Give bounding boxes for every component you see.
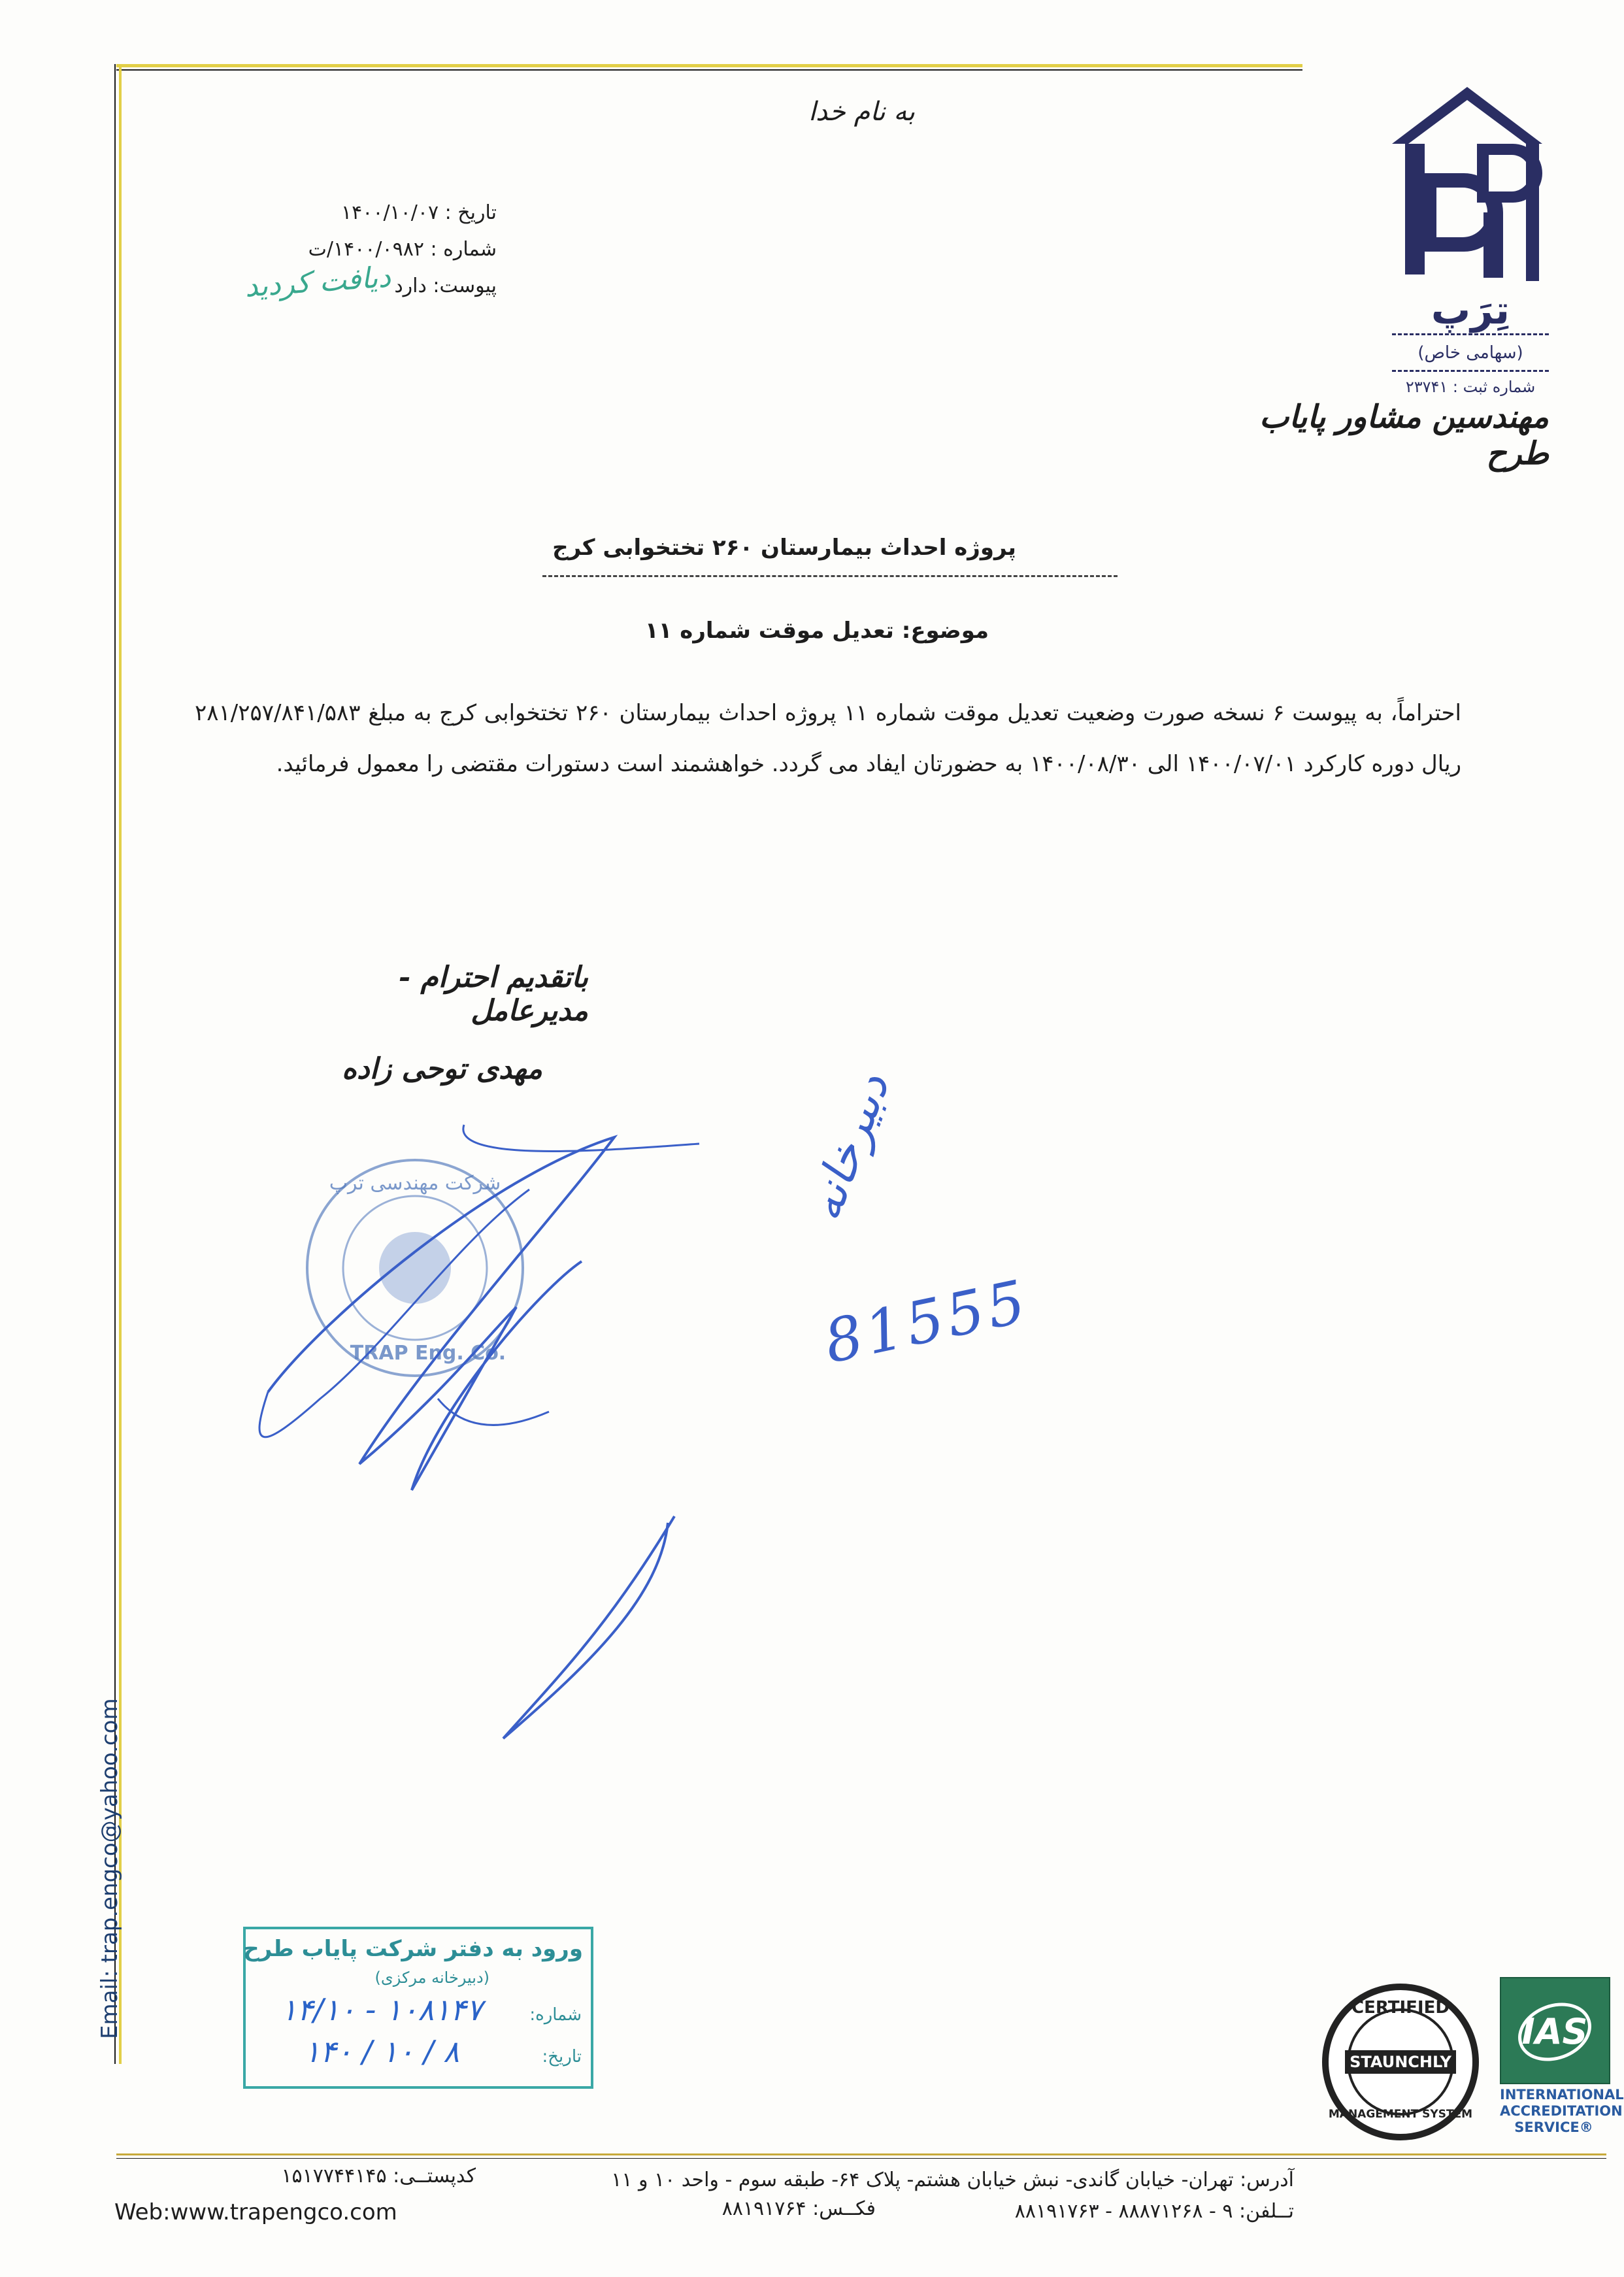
logo-company-type: (سهامی خاص) bbox=[1417, 343, 1523, 363]
logo-divider-2 bbox=[1392, 370, 1549, 372]
attachment-line: پیوست: دارد bbox=[394, 274, 497, 297]
stamp-title: ورود به دفتر شرکت پایاب طرح bbox=[243, 1936, 583, 1962]
company-name: مهندسین مشاور پایاب طرح bbox=[1259, 399, 1549, 472]
referral-number: 81555 bbox=[818, 1267, 1035, 1377]
stamp-subtitle: (دبیرخانه مرکزی) bbox=[374, 1969, 489, 1987]
seal-text: شرکت مهندسی ترپ bbox=[329, 1172, 501, 1195]
trap-logo-icon bbox=[1385, 82, 1549, 297]
incoming-stamp bbox=[243, 1927, 593, 2089]
stamp-number-label: شماره: bbox=[529, 2005, 582, 2025]
ias-logo-icon bbox=[1500, 1977, 1610, 2084]
title-divider bbox=[542, 575, 1118, 577]
footer-website[interactable]: Web:www.trapengco.com bbox=[114, 2199, 397, 2225]
handwritten-referral bbox=[771, 1066, 1035, 1484]
letter-body: احتراماً، به پیوست ۶ نسخه صورت وضعیت تعدیل موقت شماره ۱۱ پروژه احداث بیمارستان ۲۶۰ تختخوابی کرج به مبلغ ۲۸۱/۲۵۷/۸۴۱/۵۸۳ ریال دوره کارکرد ۱۴۰۰/۰۷/۰۱ الی ۱۴۰۰/۰۸/۳۰ به حضورتان ایفاد می گردد. خواهشمند است دستورات مقتضی را معمول فرمائید. bbox=[195, 700, 1461, 777]
logo-registration: شماره ثبت : ۲۳۷۴۱ bbox=[1405, 378, 1536, 396]
ias-line-1: INTERNATIONAL bbox=[1500, 2087, 1624, 2102]
basmala: به نام خدا bbox=[808, 97, 915, 127]
ias-caption bbox=[1500, 2087, 1624, 2136]
logo-brand: تِرَپ bbox=[1431, 288, 1510, 333]
handwritten-received-note: دیافت کردید bbox=[243, 260, 392, 304]
signer-name: مهدی توحی زاده bbox=[342, 1052, 542, 1086]
side-email[interactable]: Email: trap.engco@yahoo.com bbox=[97, 1698, 123, 2039]
letter-subject: موضوع: تعدیل موقت شماره ۱۱ bbox=[644, 618, 989, 644]
project-title: پروژه احداث بیمارستان ۲۶۰ تختخوابی کرج bbox=[552, 535, 1016, 561]
date-line: تاریخ : ۱۴۰۰/۱۰/۰۷ bbox=[341, 201, 497, 224]
ias-logo-text: IAS bbox=[1521, 2011, 1588, 2052]
cert-bottom-text: MANAGEMENT SYSTEM bbox=[1328, 2108, 1473, 2121]
ias-badge bbox=[1500, 1977, 1624, 2167]
ias-line-2: ACCREDITATION bbox=[1500, 2103, 1623, 2119]
top-border-inner bbox=[116, 69, 1302, 71]
footer-fax: فکــس: ۸۸۱۹۱۷۶۴ bbox=[721, 2197, 876, 2220]
cert-top-text: CERTIFIED bbox=[1351, 1998, 1450, 2018]
logo-divider bbox=[1392, 333, 1549, 335]
footer-postal-code: کدپستــی: ۱۵۱۷۷۴۴۱۴۵ bbox=[281, 2165, 476, 2187]
stamp-number-value: ۱۴/۱۰ - ۱۰۸۱۴۷ bbox=[280, 1992, 483, 2027]
stamp-date-label: تاریخ: bbox=[542, 2047, 582, 2067]
top-border bbox=[116, 64, 1302, 67]
footer-border bbox=[116, 2153, 1606, 2155]
stamp-date-value: ۱۴۰ / ۱۰ / ۸ bbox=[304, 2034, 459, 2069]
number-line: شماره : ۱۴۰۰/۰۹۸۲/ت bbox=[308, 238, 497, 261]
closing-line: باتقدیم احترام - مدیرعامل bbox=[398, 961, 588, 1027]
seal-latin: TRAP Eng. Co. bbox=[350, 1342, 506, 1365]
referral-word: دبیرخانه bbox=[797, 1066, 900, 1228]
footer-border-inner bbox=[116, 2158, 1606, 2159]
footer-phone: تــلفن: ۹ - ۸۸۸۷۱۲۶۸ - ۸۸۱۹۱۷۶۳ bbox=[1014, 2200, 1294, 2223]
ias-line-3: SERVICE® bbox=[1514, 2119, 1593, 2135]
cert-middle-text: STAUNCHLY bbox=[1350, 2053, 1451, 2071]
certified-badge-icon bbox=[1319, 1977, 1482, 2147]
footer-address: آدرس: تهران- خیابان گاندی- نبش خیابان هشتم- پلاک ۶۴- طبقه سوم - واحد ۱۰ و ۱۱ bbox=[611, 2169, 1294, 2191]
